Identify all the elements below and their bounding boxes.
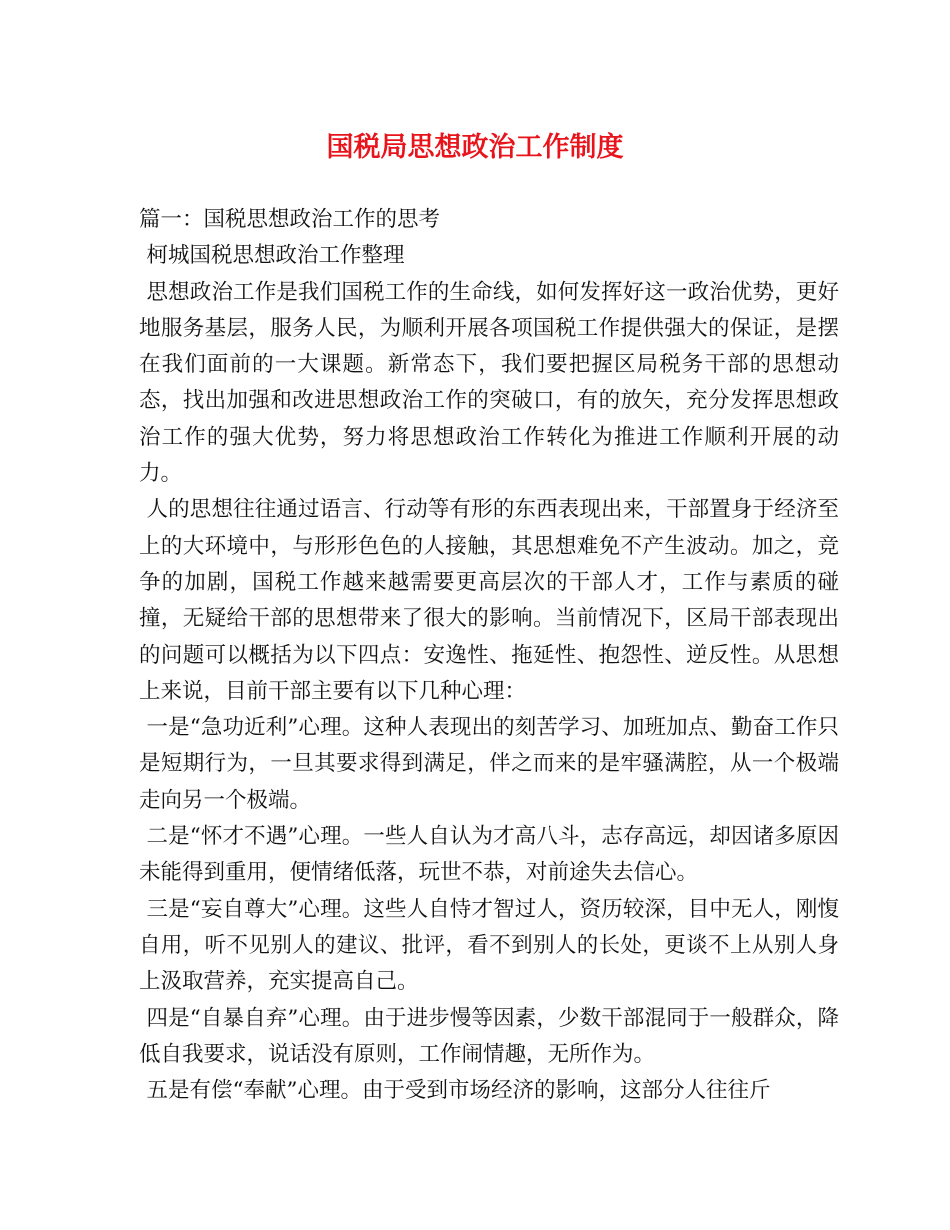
body-paragraph: 二是“怀才不遇”心理。一些人自认为才高八斗，志存高远，却因诸多原因未能得到重用，便情绪低落，玩世不恭，对前途失去信心。 [139,824,839,886]
body-paragraph: 三是“妄自尊大”心理。这些人自恃才智过人，资历较深，目中无人，刚愎自用，听不见别人的建议、批评，看不到别人的长处，更谈不上从别人身上汲取营养，充实提高自己。 [139,896,839,995]
section-heading: 篇一：国税思想政治工作的思考 [139,207,441,232]
document-body [139,202,839,1109]
body-paragraph: 四是“自暴自弃”心理。由于进步慢等因素，少数干部混同于一般群众，降低自我要求，说话没有原则，工作闹情趣，无所作为。 [139,1005,839,1067]
body-paragraph: 人的思想往往通过语言、行动等有形的东西表现出来，干部置身于经济至上的大环境中，与形形色色的人接触，其思想难免不产生波动。加之，竞争的加剧，国税工作越来越需要更高层次的干部人才，工作与素质的碰撞，无疑给干部的思想带来了很大的影响。当前情况下，区局干部表现出的问题可以概括为以下四点：安逸性、拖延性、抱怨性、逆反性。从思想上来说，目前干部主要有以下几种心理： [139,497,839,704]
body-paragraph: 五是有偿“奉献”心理。由于受到市场经济的影响，这部分人往往斤 [146,1078,771,1104]
body-paragraph: 思想政治工作是我们国税工作的生命线，如何发挥好这一政治优势，更好地服务基层，服务人民，为顺利开展各项国税工作提供强大的保证，是摆在我们面前的一大课题。新常态下，我们要把握区局税务干部的思想动态，找出加强和改进思想政治工作的突破口，有的放矢，充分发挥思想政治工作的强大优势，努力将思想政治工作转化为推进工作顺利开展的动力。 [139,279,839,487]
body-paragraph: 一是“急功近利”心理。这种人表现出的刻苦学习、加班加点、勤奋工作只是短期行为，一旦其要求得到满足，伴之而来的是牢骚满腔，从一个极端走向另一个极端。 [139,715,839,813]
document-title: 国税局思想政治工作制度 [326,132,624,163]
section-subheading: 柯城国税思想政治工作整理 [146,243,405,269]
